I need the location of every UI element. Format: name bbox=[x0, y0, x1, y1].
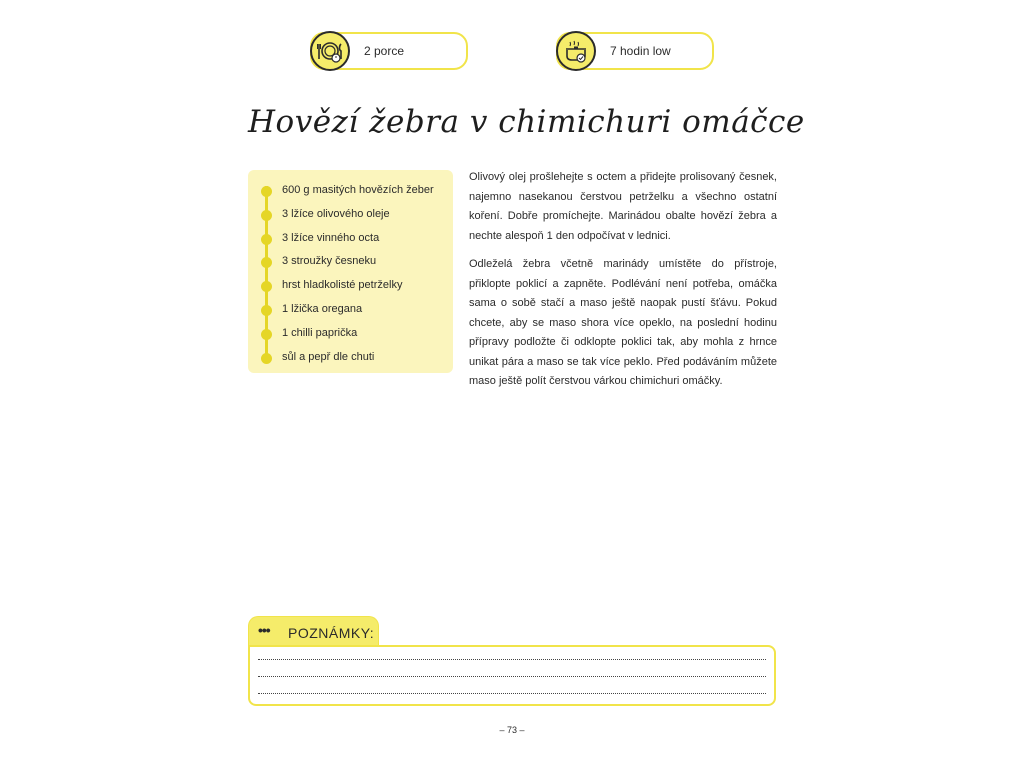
instruction-paragraph: Odleželá žebra včetně marinády umístěte do přístroje, přiklopte poklicí a zapněte. Podlévání není potřeba, omáčka sama o sobě stačí a maso ještě naopak pustí šťávu. Pokud chcete, aby se maso shora více opeklo, na poslední hodinu přípravy podložte či odklopte poklici tak, aby mohla z hrnce unikat pára a maso se tak více peklo. Před podáváním můžete maso ještě polít čerstvou várkou chimichuri omáčky. bbox=[469, 258, 777, 387]
slow-cooker-icon bbox=[556, 31, 596, 71]
ingredient-text: 1 lžička oregana bbox=[282, 302, 363, 315]
ingredients-list bbox=[248, 179, 434, 369]
ingredient-item bbox=[248, 322, 434, 346]
ingredient-text: 3 lžíce vinného octa bbox=[282, 231, 380, 244]
ingredient-item bbox=[248, 298, 434, 322]
ingredient-text: hrst hladkolisté petrželky bbox=[282, 279, 403, 292]
ingredient-text: 600 g masitých hovězích žeber bbox=[282, 184, 434, 196]
time-badge bbox=[556, 32, 714, 70]
notes-tab bbox=[248, 616, 379, 648]
notes-line bbox=[258, 676, 766, 677]
notes-box[interactable] bbox=[248, 645, 776, 706]
page-number: – 73 – bbox=[499, 725, 525, 735]
instruction-paragraph: Olivový olej prošlehejte s octem a přidejte prolisovaný česnek, najemno nasekanou čerstvou petrželku a všechno ostatní koření. Dobře promíchejte. Marinádou obalte hovězí žebra a nechte alespoň 1 den odpočívat v lednici. bbox=[469, 171, 777, 242]
bullet-dot-icon bbox=[261, 257, 272, 268]
ingredient-item bbox=[248, 203, 434, 227]
ingredient-text: sůl a pepř dle chuti bbox=[282, 350, 375, 363]
bullet-dot-icon bbox=[261, 329, 272, 340]
ingredient-text: 1 chilli paprička bbox=[282, 326, 358, 339]
bullet-dot-icon bbox=[261, 234, 272, 245]
ingredient-item bbox=[248, 274, 434, 298]
ingredient-item bbox=[248, 250, 434, 274]
ingredients-box bbox=[248, 170, 453, 373]
ingredient-text: 3 stroužky česneku bbox=[282, 255, 377, 268]
plate-cutlery-clock-icon bbox=[310, 31, 350, 71]
time-label: 7 hodin low bbox=[610, 44, 671, 58]
ingredient-item bbox=[248, 346, 434, 370]
dots-icon: ••• bbox=[258, 622, 270, 638]
bullet-dot-icon bbox=[261, 281, 272, 292]
recipe-title: Hovězí žebra v chimichuri omáčce bbox=[248, 104, 805, 140]
bullet-dot-icon bbox=[261, 210, 272, 221]
servings-badge bbox=[310, 32, 468, 70]
ingredient-text: 3 lžíce olivového oleje bbox=[282, 207, 390, 220]
bullet-dot-icon bbox=[261, 186, 272, 197]
ingredient-item bbox=[248, 227, 434, 251]
ingredient-item bbox=[248, 179, 434, 203]
instructions bbox=[469, 168, 777, 401]
notes-line bbox=[258, 659, 766, 660]
notes-label: POZNÁMKY: bbox=[288, 625, 375, 641]
bullet-dot-icon bbox=[261, 305, 272, 316]
servings-label: 2 porce bbox=[364, 44, 405, 58]
notes-line bbox=[258, 693, 766, 694]
bullet-dot-icon bbox=[261, 353, 272, 364]
